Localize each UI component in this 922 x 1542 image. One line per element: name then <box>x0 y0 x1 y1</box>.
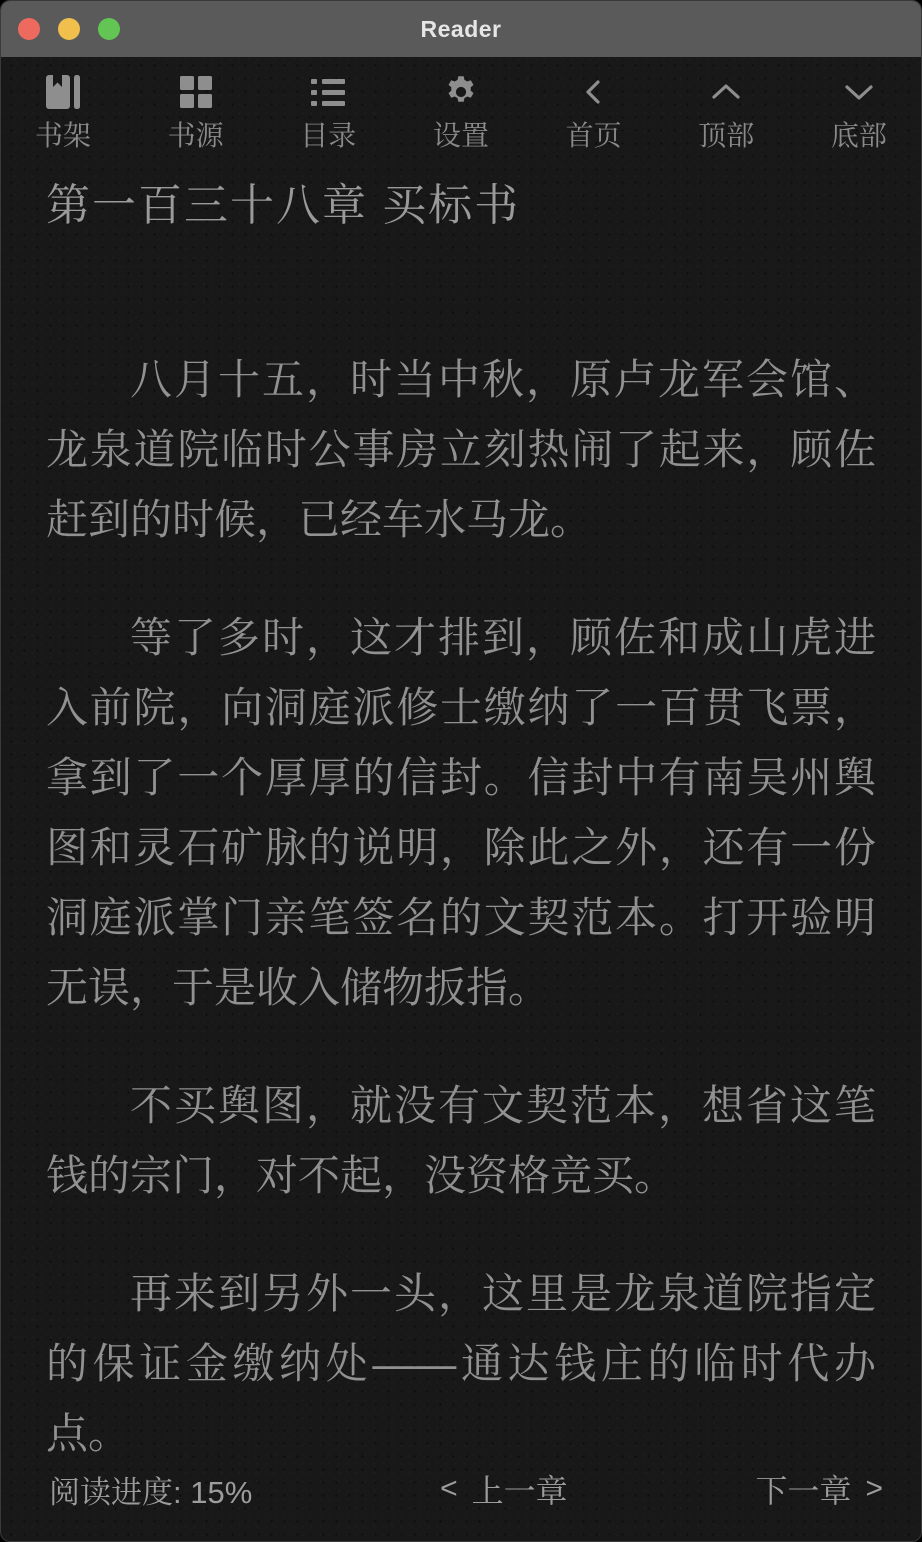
toolbar-item-top[interactable] <box>688 73 764 150</box>
minimize-button[interactable] <box>58 18 80 40</box>
toolbar-label: 目录 <box>300 120 357 151</box>
chevron-down-icon <box>842 73 876 111</box>
paragraph: 等了多时，这才排到，顾佐和成山虎进入前院，向洞庭派修士缴纳了一百贯飞票，拿到了一个厚厚的信封。信封中有南吴州舆图和灵石矿脉的说明，除此之外，还有一份洞庭派掌门亲笔签名的文契范本。打开验明无误，于是收入储物扳指。 <box>46 613 876 1011</box>
toolbar-item-settings[interactable] <box>423 73 499 150</box>
paragraph: 八月十五，时当中秋，原卢龙军会馆、龙泉道院临时公事房立刻热闹了起来，顾佐赶到的时候，已经车水马龙。 <box>46 355 876 543</box>
chevron-left-icon <box>579 73 609 111</box>
next-chapter-label: 下一章 <box>755 1473 852 1509</box>
toolbar-label: 底部 <box>830 120 887 151</box>
toolbar-item-toc[interactable] <box>290 73 366 150</box>
chevron-right-icon: > <box>865 1472 883 1505</box>
window-title: Reader <box>420 15 502 42</box>
toolbar-item-bottom[interactable] <box>821 73 897 150</box>
toolbar-label: 顶部 <box>698 120 755 151</box>
next-chapter-button[interactable] <box>755 1466 883 1512</box>
toolbar-item-home[interactable] <box>556 73 632 150</box>
toolbar-label: 书源 <box>167 120 224 151</box>
chapter-title: 第一百三十八章 买标书 <box>46 181 521 230</box>
table-of-contents-icon <box>310 73 346 111</box>
reader-content <box>1 180 921 1469</box>
paragraph: 再来到另外一头，这里是龙泉道院指定的保证金缴纳处——通达钱庄的临时代办点。 <box>46 1269 876 1457</box>
chevron-up-icon <box>709 73 743 111</box>
zoom-button[interactable] <box>98 18 120 40</box>
close-button[interactable] <box>18 18 40 40</box>
toolbar <box>1 57 921 150</box>
settings-gear-icon <box>443 73 479 111</box>
toolbar-item-bookshelf[interactable] <box>25 73 101 150</box>
toolbar-label: 首页 <box>565 120 622 151</box>
toolbar-label: 设置 <box>432 120 489 151</box>
traffic-lights <box>18 1 120 57</box>
reading-progress-value: 15% <box>190 1474 253 1510</box>
toolbar-label: 书架 <box>34 120 91 151</box>
prev-chapter-button[interactable] <box>440 1466 568 1512</box>
footer-bar <box>1 1451 921 1541</box>
reading-progress-label: 阅读进度: <box>49 1474 182 1510</box>
reading-progress <box>49 1467 252 1512</box>
titlebar <box>1 1 921 57</box>
book-source-grid-icon <box>179 73 213 111</box>
paragraph: 不买舆图，就没有文契范本，想省这笔钱的宗门，对不起，没资格竞买。 <box>46 1081 876 1199</box>
bookshelf-icon <box>45 73 81 111</box>
chevron-left-icon: < <box>440 1472 458 1505</box>
prev-chapter-label: 上一章 <box>471 1473 568 1509</box>
toolbar-item-book-source[interactable] <box>158 73 234 150</box>
